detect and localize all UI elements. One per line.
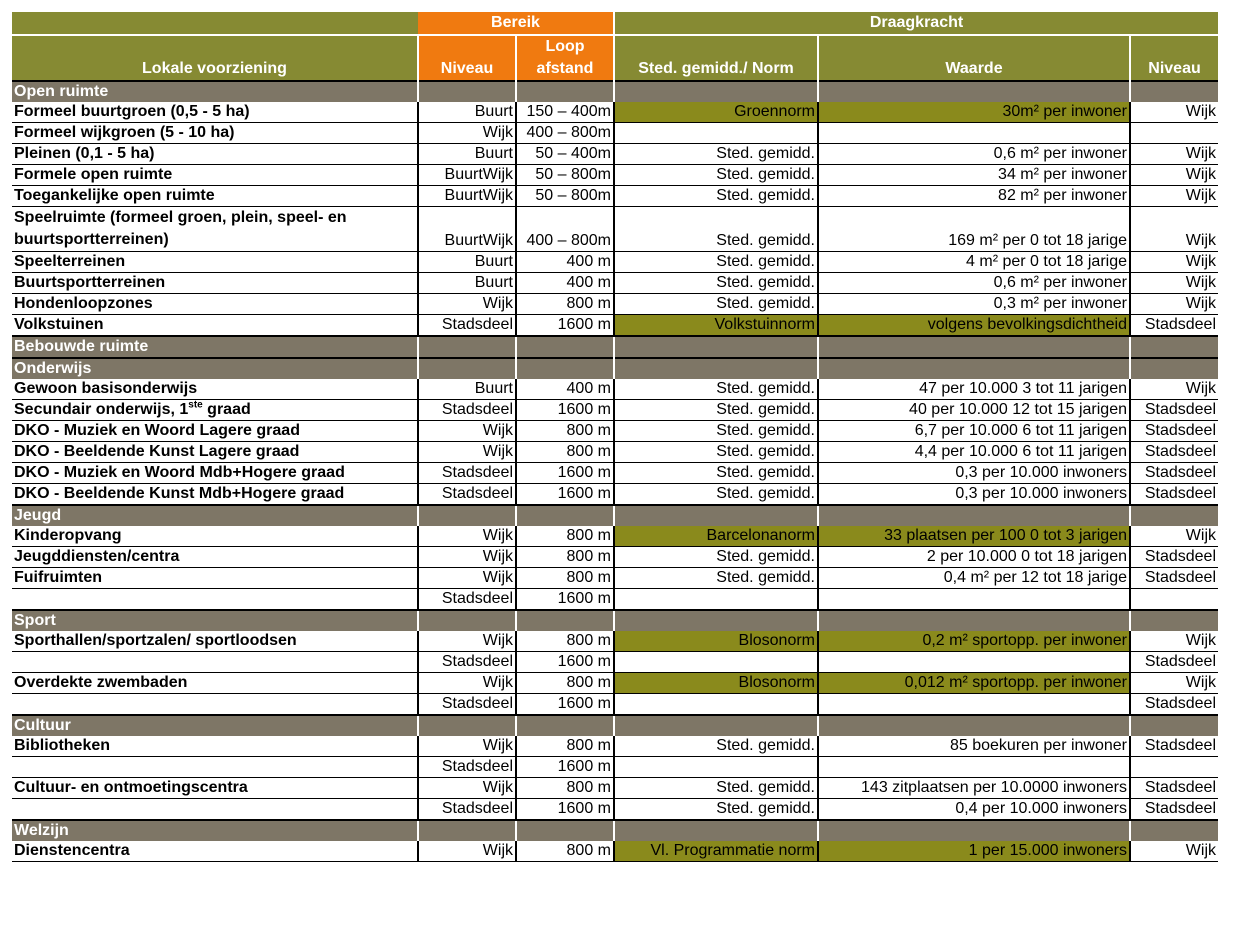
section-row — [12, 715, 1218, 736]
cell-waarde: 6,7 per 10.000 6 tot 11 jarigen — [818, 421, 1130, 442]
cell-voorziening — [12, 315, 418, 337]
cell-niveau: Stadsdeel — [418, 400, 516, 421]
cell-waarde: 85 boekuren per inwoner — [818, 736, 1130, 757]
cell-voorziening — [12, 186, 418, 207]
table-row — [12, 526, 1218, 547]
cell-loop-afstand: 1600 m — [516, 315, 614, 337]
col-waarde: Waarde — [818, 35, 1130, 81]
cell-niveau: Wijk — [418, 442, 516, 463]
section-cell — [1130, 715, 1218, 736]
cell-niveau: Wijk — [418, 736, 516, 757]
cell-norm — [614, 757, 818, 778]
cell-loop-afstand: 1600 m — [516, 694, 614, 716]
cell-niveau: Buurt — [418, 273, 516, 294]
cell-waarde — [818, 757, 1130, 778]
voorziening-label: Formele open ruimte — [14, 166, 173, 183]
cell-waarde: 2 per 10.000 0 tot 18 jarigen — [818, 547, 1130, 568]
cell-niveau: Stadsdeel — [418, 694, 516, 716]
table-row — [12, 315, 1218, 337]
cell-loop-afstand: 800 m — [516, 673, 614, 694]
cell-niveau: Stadsdeel — [418, 757, 516, 778]
table-body — [12, 81, 1218, 862]
cell-loop-afstand: 50 – 400m — [516, 144, 614, 165]
section-cell — [516, 336, 614, 358]
cell-niveau: BuurtWijk — [418, 207, 516, 252]
cell-waarde: 143 zitplaatsen per 10.0000 inwoners — [818, 778, 1130, 799]
header-empty — [12, 12, 418, 35]
cell-voorziening — [12, 463, 418, 484]
cell-niveau-draagkracht: Stadsdeel — [1130, 736, 1218, 757]
cell-loop-afstand: 800 m — [516, 841, 614, 862]
table-row — [12, 463, 1218, 484]
voorziening-label: DKO - Muziek en Woord Mdb+Hogere graad — [14, 464, 345, 481]
cell-voorziening — [12, 400, 418, 421]
voorziening-label: Buurtsportterreinen — [14, 274, 166, 291]
cell-waarde: 34 m² per inwoner — [818, 165, 1130, 186]
section-title: Welzijn — [12, 820, 418, 841]
col-niveau-draagkracht: Niveau — [1130, 35, 1218, 81]
cell-waarde: 169 m² per 0 tot 18 jarige — [818, 207, 1130, 252]
cell-voorziening — [12, 207, 418, 252]
voorziening-label: Speelruimte (formeel groen, plein, speel- en buurtsportterreinen) — [14, 209, 347, 248]
table-row — [12, 778, 1218, 799]
cell-norm — [614, 589, 818, 611]
cell-niveau: Stadsdeel — [418, 799, 516, 821]
table-row — [12, 165, 1218, 186]
cell-niveau: Stadsdeel — [418, 315, 516, 337]
voorziening-label: Gewoon basisonderwijs — [14, 380, 198, 397]
cell-niveau: Wijk — [418, 123, 516, 144]
table-row — [12, 123, 1218, 144]
cell-niveau-draagkracht: Stadsdeel — [1130, 547, 1218, 568]
section-row — [12, 358, 1218, 379]
section-cell — [1130, 505, 1218, 526]
table-row — [12, 652, 1218, 673]
table-row — [12, 694, 1218, 716]
table-row — [12, 102, 1218, 123]
table-row — [12, 673, 1218, 694]
cell-norm: Sted. gemidd. — [614, 484, 818, 506]
cell-voorziening — [12, 736, 418, 757]
cell-loop-afstand: 400 – 800m — [516, 207, 614, 252]
cell-norm: Volkstuinnorm — [614, 315, 818, 337]
cell-niveau-draagkracht: Wijk — [1130, 186, 1218, 207]
section-title: Cultuur — [12, 715, 418, 736]
cell-voorziening — [12, 421, 418, 442]
cell-niveau-draagkracht: Stadsdeel — [1130, 652, 1218, 673]
cell-waarde: 0,3 per 10.000 inwoners — [818, 484, 1130, 506]
cell-norm: Blosonorm — [614, 631, 818, 652]
cell-voorziening — [12, 102, 418, 123]
cell-waarde: 4,4 per 10.000 6 tot 11 jarigen — [818, 442, 1130, 463]
table-row — [12, 421, 1218, 442]
cell-voorziening — [12, 568, 418, 589]
cell-niveau: Stadsdeel — [418, 484, 516, 506]
cell-norm: Sted. gemidd. — [614, 186, 818, 207]
cell-waarde: 0,4 m² per 12 tot 18 jarige — [818, 568, 1130, 589]
cell-niveau-draagkracht: Stadsdeel — [1130, 778, 1218, 799]
voorziening-label: Toegankelijke open ruimte — [14, 187, 215, 204]
cell-niveau-draagkracht: Stadsdeel — [1130, 400, 1218, 421]
section-cell — [418, 81, 516, 102]
section-cell — [516, 81, 614, 102]
section-cell — [818, 505, 1130, 526]
voorziening-label: Jeugddiensten/centra — [14, 548, 180, 565]
cell-voorziening — [12, 589, 418, 611]
section-row — [12, 81, 1218, 102]
voorziening-label: Speelterreinen — [14, 253, 126, 270]
cell-norm: Sted. gemidd. — [614, 252, 818, 273]
cell-niveau: BuurtWijk — [418, 165, 516, 186]
cell-voorziening — [12, 252, 418, 273]
cell-voorziening — [12, 631, 418, 652]
cell-voorziening — [12, 484, 418, 506]
col-voorziening: Lokale voorziening — [12, 35, 418, 81]
cell-voorziening — [12, 757, 418, 778]
cell-voorziening — [12, 799, 418, 821]
cell-loop-afstand: 1600 m — [516, 757, 614, 778]
section-row — [12, 610, 1218, 631]
cell-waarde: 0,3 per 10.000 inwoners — [818, 463, 1130, 484]
header-bereik: Bereik — [418, 12, 614, 35]
cell-voorziening — [12, 144, 418, 165]
section-title: Onderwijs — [12, 358, 418, 379]
cell-niveau: Wijk — [418, 778, 516, 799]
cell-niveau: Stadsdeel — [418, 589, 516, 611]
cell-niveau-draagkracht: Stadsdeel — [1130, 694, 1218, 716]
cell-voorziening — [12, 273, 418, 294]
cell-niveau-draagkracht: Wijk — [1130, 273, 1218, 294]
cell-niveau-draagkracht: Wijk — [1130, 207, 1218, 252]
cell-loop-afstand: 800 m — [516, 442, 614, 463]
cell-niveau: Wijk — [418, 547, 516, 568]
section-cell — [418, 505, 516, 526]
cell-norm: Vl. Programmatie norm — [614, 841, 818, 862]
cell-norm: Sted. gemidd. — [614, 144, 818, 165]
cell-niveau: Buurt — [418, 379, 516, 400]
cell-voorziening — [12, 379, 418, 400]
section-cell — [614, 610, 818, 631]
section-title: Open ruimte — [12, 81, 418, 102]
voorziening-label: Pleinen (0,1 - 5 ha) — [14, 145, 155, 162]
cell-loop-afstand: 150 – 400m — [516, 102, 614, 123]
section-cell — [418, 820, 516, 841]
cell-waarde: 0,6 m² per inwoner — [818, 273, 1130, 294]
section-cell — [614, 820, 818, 841]
cell-voorziening — [12, 123, 418, 144]
cell-norm: Sted. gemidd. — [614, 463, 818, 484]
section-cell — [1130, 358, 1218, 379]
section-cell — [418, 358, 516, 379]
cell-norm: Sted. gemidd. — [614, 568, 818, 589]
cell-niveau: Buurt — [418, 102, 516, 123]
section-row — [12, 336, 1218, 358]
cell-niveau-draagkracht: Wijk — [1130, 673, 1218, 694]
cell-niveau: Wijk — [418, 421, 516, 442]
section-cell — [818, 336, 1130, 358]
section-cell — [1130, 820, 1218, 841]
voorziening-label: DKO - Beeldende Kunst Lagere graad — [14, 443, 300, 460]
section-cell — [418, 715, 516, 736]
table-row — [12, 631, 1218, 652]
cell-loop-afstand: 400 – 800m — [516, 123, 614, 144]
col-loop-afstand: Loop afstand — [516, 35, 614, 81]
section-cell — [818, 715, 1130, 736]
cell-norm — [614, 652, 818, 673]
section-cell — [614, 358, 818, 379]
cell-niveau: Stadsdeel — [418, 652, 516, 673]
cell-voorziening — [12, 526, 418, 547]
table-row — [12, 144, 1218, 165]
cell-waarde: 40 per 10.000 12 tot 15 jarigen — [818, 400, 1130, 421]
cell-loop-afstand: 800 m — [516, 294, 614, 315]
cell-loop-afstand: 1600 m — [516, 652, 614, 673]
table-row — [12, 589, 1218, 611]
cell-niveau: Wijk — [418, 631, 516, 652]
cell-loop-afstand: 800 m — [516, 547, 614, 568]
cell-norm: Sted. gemidd. — [614, 778, 818, 799]
cell-niveau-draagkracht: Stadsdeel — [1130, 421, 1218, 442]
voorziening-label: Volkstuinen — [14, 316, 104, 333]
cell-loop-afstand: 1600 m — [516, 799, 614, 821]
section-cell — [818, 81, 1130, 102]
cell-waarde — [818, 652, 1130, 673]
cell-niveau: BuurtWijk — [418, 186, 516, 207]
cell-niveau: Buurt — [418, 252, 516, 273]
cell-niveau: Buurt — [418, 144, 516, 165]
cell-niveau: Wijk — [418, 294, 516, 315]
cell-niveau-draagkracht: Stadsdeel — [1130, 484, 1218, 506]
cell-norm: Sted. gemidd. — [614, 736, 818, 757]
cell-loop-afstand: 1600 m — [516, 463, 614, 484]
cell-norm: Sted. gemidd. — [614, 273, 818, 294]
section-cell — [614, 81, 818, 102]
voorziening-label: Secundair onderwijs, 1 — [14, 401, 189, 418]
section-row — [12, 820, 1218, 841]
cell-niveau-draagkracht: Stadsdeel — [1130, 463, 1218, 484]
cell-niveau-draagkracht: Wijk — [1130, 841, 1218, 862]
section-cell — [418, 336, 516, 358]
cell-waarde: 0,3 m² per inwoner — [818, 294, 1130, 315]
section-cell — [818, 358, 1130, 379]
cell-loop-afstand: 1600 m — [516, 589, 614, 611]
section-cell — [418, 610, 516, 631]
cell-niveau-draagkracht: Wijk — [1130, 631, 1218, 652]
voorziening-label: Cultuur- en ontmoetingscentra — [14, 779, 248, 796]
table-row — [12, 207, 1218, 252]
voorziening-label: Formeel wijkgroen (5 - 10 ha) — [14, 124, 235, 141]
cell-voorziening — [12, 673, 418, 694]
cell-voorziening — [12, 165, 418, 186]
table-row — [12, 799, 1218, 821]
cell-niveau-draagkracht: Wijk — [1130, 102, 1218, 123]
cell-voorziening — [12, 778, 418, 799]
cell-niveau: Wijk — [418, 841, 516, 862]
cell-loop-afstand: 400 m — [516, 379, 614, 400]
table-row — [12, 379, 1218, 400]
cell-waarde: 0,012 m² sportopp. per inwoner — [818, 673, 1130, 694]
cell-loop-afstand: 800 m — [516, 631, 614, 652]
voorziening-label: Bibliotheken — [14, 737, 111, 754]
section-cell — [516, 820, 614, 841]
voorziening-label: Hondenloopzones — [14, 295, 153, 312]
table-row — [12, 186, 1218, 207]
header-draagkracht: Draagkracht — [614, 12, 1218, 35]
cell-voorziening — [12, 294, 418, 315]
cell-loop-afstand: 800 m — [516, 778, 614, 799]
cell-norm: Sted. gemidd. — [614, 547, 818, 568]
table-row — [12, 484, 1218, 506]
cell-niveau-draagkracht — [1130, 757, 1218, 778]
section-cell — [516, 505, 614, 526]
voorziening-label: Fuifruimten — [14, 569, 102, 586]
cell-niveau-draagkracht: Stadsdeel — [1130, 799, 1218, 821]
voorziening-label: Sporthallen/sportzalen/ sportloodsen — [14, 632, 297, 649]
cell-waarde: 47 per 10.000 3 tot 11 jarigen — [818, 379, 1130, 400]
voorziening-label: DKO - Muziek en Woord Lagere graad — [14, 422, 300, 439]
cell-voorziening — [12, 442, 418, 463]
section-cell — [614, 336, 818, 358]
cell-niveau-draagkracht: Wijk — [1130, 252, 1218, 273]
cell-waarde: 4 m² per 0 tot 18 jarige — [818, 252, 1130, 273]
cell-waarde: 82 m² per inwoner — [818, 186, 1130, 207]
cell-norm: Sted. gemidd. — [614, 379, 818, 400]
cell-waarde: 0,4 per 10.000 inwoners — [818, 799, 1130, 821]
voorziening-label: DKO - Beeldende Kunst Mdb+Hogere graad — [14, 485, 345, 502]
section-cell — [516, 610, 614, 631]
cell-norm: Barcelonanorm — [614, 526, 818, 547]
voorzieningen-table — [12, 12, 1218, 862]
cell-waarde — [818, 694, 1130, 716]
col-niveau: Niveau — [418, 35, 516, 81]
section-cell — [614, 505, 818, 526]
cell-loop-afstand: 800 m — [516, 526, 614, 547]
section-cell — [1130, 610, 1218, 631]
cell-norm: Sted. gemidd. — [614, 442, 818, 463]
table-row — [12, 252, 1218, 273]
cell-norm: Sted. gemidd. — [614, 421, 818, 442]
section-title: Sport — [12, 610, 418, 631]
cell-niveau-draagkracht: Wijk — [1130, 526, 1218, 547]
cell-loop-afstand: 1600 m — [516, 484, 614, 506]
cell-waarde: 30m² per inwoner — [818, 102, 1130, 123]
cell-niveau-draagkracht — [1130, 589, 1218, 611]
cell-niveau: Stadsdeel — [418, 463, 516, 484]
cell-waarde — [818, 589, 1130, 611]
cell-niveau-draagkracht: Stadsdeel — [1130, 315, 1218, 337]
section-cell — [818, 610, 1130, 631]
section-cell — [1130, 336, 1218, 358]
cell-voorziening — [12, 547, 418, 568]
section-cell — [614, 715, 818, 736]
cell-norm — [614, 123, 818, 144]
cell-loop-afstand: 800 m — [516, 736, 614, 757]
cell-loop-afstand: 50 – 800m — [516, 165, 614, 186]
col-norm: Sted. gemidd./ Norm — [614, 35, 818, 81]
cell-niveau-draagkracht: Wijk — [1130, 294, 1218, 315]
cell-loop-afstand: 800 m — [516, 568, 614, 589]
cell-norm: Sted. gemidd. — [614, 294, 818, 315]
section-cell — [516, 715, 614, 736]
voorziening-label: Kinderopvang — [14, 527, 122, 544]
cell-voorziening — [12, 841, 418, 862]
voorziening-label: Formeel buurtgroen (0,5 - 5 ha) — [14, 103, 250, 120]
table-row — [12, 442, 1218, 463]
section-row — [12, 505, 1218, 526]
section-cell — [818, 820, 1130, 841]
section-title: Jeugd — [12, 505, 418, 526]
cell-norm: Sted. gemidd. — [614, 207, 818, 252]
section-cell — [516, 358, 614, 379]
table-row — [12, 400, 1218, 421]
cell-loop-afstand: 400 m — [516, 252, 614, 273]
table-row — [12, 736, 1218, 757]
table-row — [12, 841, 1218, 862]
cell-norm: Sted. gemidd. — [614, 400, 818, 421]
cell-norm: Sted. gemidd. — [614, 799, 818, 821]
cell-niveau: Wijk — [418, 526, 516, 547]
cell-niveau: Wijk — [418, 673, 516, 694]
cell-waarde: 1 per 15.000 inwoners — [818, 841, 1130, 862]
cell-niveau-draagkracht: Stadsdeel — [1130, 442, 1218, 463]
cell-loop-afstand: 50 – 800m — [516, 186, 614, 207]
table-row — [12, 757, 1218, 778]
voorziening-label-suffix: graad — [202, 401, 251, 418]
ordinal-suffix: ste — [188, 399, 203, 411]
section-cell — [1130, 81, 1218, 102]
table-row — [12, 568, 1218, 589]
cell-niveau-draagkracht — [1130, 123, 1218, 144]
cell-loop-afstand: 400 m — [516, 273, 614, 294]
cell-norm: Groennorm — [614, 102, 818, 123]
cell-niveau-draagkracht: Wijk — [1130, 144, 1218, 165]
table-row — [12, 294, 1218, 315]
table-row — [12, 547, 1218, 568]
cell-niveau-draagkracht: Stadsdeel — [1130, 568, 1218, 589]
section-title: Bebouwde ruimte — [12, 336, 418, 358]
cell-waarde: 0,2 m² sportopp. per inwoner — [818, 631, 1130, 652]
cell-waarde: volgens bevolkingsdichtheid — [818, 315, 1130, 337]
cell-waarde: 0,6 m² per inwoner — [818, 144, 1130, 165]
cell-waarde — [818, 123, 1130, 144]
cell-niveau: Wijk — [418, 568, 516, 589]
table-row — [12, 273, 1218, 294]
cell-niveau-draagkracht: Wijk — [1130, 165, 1218, 186]
cell-norm: Blosonorm — [614, 673, 818, 694]
cell-loop-afstand: 1600 m — [516, 400, 614, 421]
cell-waarde: 33 plaatsen per 100 0 tot 3 jarigen — [818, 526, 1130, 547]
cell-norm: Sted. gemidd. — [614, 165, 818, 186]
voorziening-label: Overdekte zwembaden — [14, 674, 188, 691]
cell-norm — [614, 694, 818, 716]
cell-voorziening — [12, 694, 418, 716]
cell-voorziening — [12, 652, 418, 673]
voorziening-label: Dienstencentra — [14, 842, 130, 859]
cell-niveau-draagkracht: Wijk — [1130, 379, 1218, 400]
cell-loop-afstand: 800 m — [516, 421, 614, 442]
